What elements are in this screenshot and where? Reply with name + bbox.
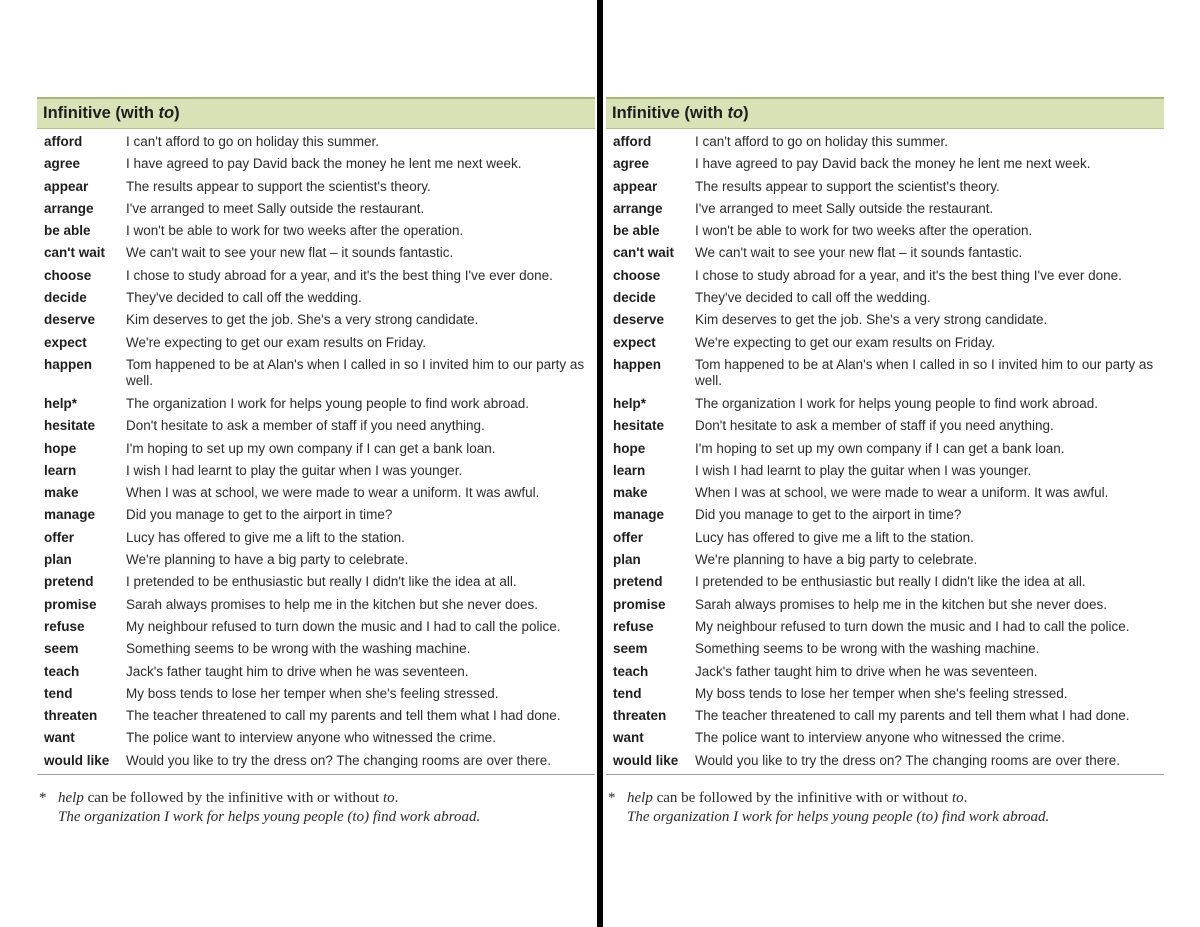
example-sentence: We're planning to have a big party to celebrate. xyxy=(695,552,978,568)
list-item xyxy=(37,438,597,460)
example-sentence: I've arranged to meet Sally outside the restaurant. xyxy=(695,200,994,216)
list-item xyxy=(37,153,597,175)
verb-list xyxy=(37,131,597,772)
example-sentence: I chose to study abroad for a year, and it's the best thing I've ever done. xyxy=(695,267,1122,283)
verb-term: arrange xyxy=(613,200,663,216)
example-sentence: My boss tends to lose her temper when she's feeling stressed. xyxy=(126,685,499,701)
verb-term: teach xyxy=(44,663,80,679)
example-sentence: I'm hoping to set up my own company if I can get a bank loan. xyxy=(126,440,496,456)
verb-term: can't wait xyxy=(44,245,105,261)
list-item xyxy=(606,661,1166,683)
verb-term: help* xyxy=(44,395,78,411)
list-item xyxy=(606,527,1166,549)
example-sentence: The teacher threatened to call my parents and tell them what I had done. xyxy=(126,708,561,724)
example-sentence: They've decided to call off the wedding. xyxy=(695,290,931,306)
example-sentence: I won't be able to work for two weeks after the operation. xyxy=(126,223,464,239)
list-item xyxy=(37,527,597,549)
example-sentence: The results appear to support the scientist's theory. xyxy=(126,178,431,194)
list-item xyxy=(606,309,1166,331)
list-item xyxy=(606,482,1166,504)
verb-term: hope xyxy=(613,440,646,456)
example-sentence: I'm hoping to set up my own company if I can get a bank loan. xyxy=(695,440,1065,456)
verb-term: decide xyxy=(44,290,87,306)
list-item xyxy=(37,638,597,660)
example-sentence: When I was at school, we were made to wear a uniform. It was awful. xyxy=(695,485,1109,501)
verb-term: threaten xyxy=(613,708,667,724)
list-item xyxy=(606,415,1166,437)
list-item xyxy=(606,460,1166,482)
table-title: Infinitive (with to) xyxy=(612,104,749,122)
example-sentence: The police want to interview anyone who witnessed the crime. xyxy=(126,730,496,746)
footnote-example: The organization I work for helps young people (to) find work abroad. xyxy=(627,809,1050,825)
verb-term: afford xyxy=(613,134,652,149)
example-sentence: Sarah always promises to help me in the kitchen but she never does. xyxy=(695,596,1107,612)
example-sentence: I've arranged to meet Sally outside the restaurant. xyxy=(126,200,425,216)
example-sentence: I have agreed to pay David back the money he lent me next week. xyxy=(695,156,1091,172)
example-sentence: They've decided to call off the wedding. xyxy=(126,290,362,306)
verb-term: can't wait xyxy=(613,245,674,261)
verb-term: deserve xyxy=(44,312,96,328)
verb-term: deserve xyxy=(613,312,665,328)
list-item xyxy=(606,131,1166,153)
list-item xyxy=(37,176,597,198)
list-item xyxy=(606,332,1166,354)
example-sentence: Lucy has offered to give me a lift to the station. xyxy=(695,529,974,545)
list-item xyxy=(606,504,1166,526)
verb-term: teach xyxy=(613,663,649,679)
example-sentence: Something seems to be wrong with the washing machine. xyxy=(126,641,471,657)
list-item xyxy=(37,750,597,772)
list-item xyxy=(37,504,597,526)
example-sentence: We're planning to have a big party to celebrate. xyxy=(126,552,409,568)
table-bottom-rule xyxy=(606,774,1164,775)
list-item xyxy=(37,354,597,393)
verb-term: want xyxy=(44,730,75,746)
list-item xyxy=(37,683,597,705)
verb-term: afford xyxy=(44,134,83,149)
list-item xyxy=(37,549,597,571)
verb-term: decide xyxy=(613,290,656,306)
list-item xyxy=(606,393,1166,415)
verb-term: learn xyxy=(613,462,646,478)
list-item xyxy=(37,220,597,242)
verb-term: agree xyxy=(44,156,81,172)
footnote-marker: * xyxy=(608,790,616,806)
list-item xyxy=(606,176,1166,198)
example-sentence: Did you manage to get to the airport in time? xyxy=(126,507,393,523)
list-item xyxy=(606,220,1166,242)
list-item xyxy=(37,571,597,593)
list-item xyxy=(37,265,597,287)
example-sentence: The results appear to support the scientist's theory. xyxy=(695,178,1000,194)
list-item xyxy=(606,571,1166,593)
list-item xyxy=(606,750,1166,772)
list-item xyxy=(606,354,1166,393)
verb-term: happen xyxy=(613,356,662,372)
example-sentence: The police want to interview anyone who witnessed the crime. xyxy=(695,730,1065,746)
list-item xyxy=(606,683,1166,705)
verb-term: plan xyxy=(613,552,641,568)
verb-term: manage xyxy=(613,507,665,523)
list-item xyxy=(37,705,597,727)
example-sentence: Don't hesitate to ask a member of staff if you need anything. xyxy=(695,418,1054,434)
verb-term: be able xyxy=(613,223,660,239)
verb-list xyxy=(606,131,1166,772)
example-sentence: The teacher threatened to call my parents and tell them what I had done. xyxy=(695,708,1130,724)
verb-term: tend xyxy=(44,685,73,701)
example-sentence: Tom happened to be at Alan's when I called in so I invited him to our party as well. xyxy=(695,356,1154,388)
example-sentence: We can't wait to see your new flat – it sounds fantastic. xyxy=(126,245,454,261)
verb-term: appear xyxy=(613,178,658,194)
verb-term: expect xyxy=(44,334,87,350)
verb-term: manage xyxy=(44,507,96,523)
list-item xyxy=(37,287,597,309)
center-divider xyxy=(597,0,603,927)
example-sentence: Did you manage to get to the airport in time? xyxy=(695,507,962,523)
list-item xyxy=(37,198,597,220)
list-item xyxy=(37,242,597,264)
example-sentence: My neighbour refused to turn down the music and I had to call the police. xyxy=(126,618,561,634)
list-item xyxy=(37,393,597,415)
verb-term: hesitate xyxy=(613,418,665,434)
example-sentence: Jack's father taught him to drive when he was seventeen. xyxy=(126,663,469,679)
verb-term: refuse xyxy=(44,618,85,634)
verb-term: hope xyxy=(44,440,77,456)
example-sentence: I can't afford to go on holiday this summer. xyxy=(126,134,379,149)
verb-term: hesitate xyxy=(44,418,96,434)
table-bottom-rule xyxy=(37,774,595,775)
verb-term: make xyxy=(44,485,79,501)
example-sentence: I pretended to be enthusiastic but really I didn't like the idea at all. xyxy=(695,574,1086,590)
list-item xyxy=(606,153,1166,175)
example-sentence: I wish I had learnt to play the guitar when I was younger. xyxy=(126,462,463,478)
list-item xyxy=(37,131,597,153)
verb-term: would like xyxy=(613,752,679,768)
verb-term: appear xyxy=(44,178,89,194)
list-item xyxy=(37,727,597,749)
list-item xyxy=(606,616,1166,638)
example-sentence: The organization I work for helps young people to find work abroad. xyxy=(126,395,529,411)
example-sentence: My neighbour refused to turn down the music and I had to call the police. xyxy=(695,618,1130,634)
example-sentence: Something seems to be wrong with the washing machine. xyxy=(695,641,1040,657)
list-item xyxy=(606,594,1166,616)
list-item xyxy=(606,265,1166,287)
list-item xyxy=(606,549,1166,571)
example-sentence: I have agreed to pay David back the money he lent me next week. xyxy=(126,156,522,172)
example-sentence: Kim deserves to get the job. She's a very strong candidate. xyxy=(126,312,479,328)
example-sentence: Would you like to try the dress on? The changing rooms are over there. xyxy=(126,752,551,768)
footnote-example: The organization I work for helps young people (to) find work abroad. xyxy=(58,809,481,825)
list-item xyxy=(37,309,597,331)
example-sentence: Lucy has offered to give me a lift to the station. xyxy=(126,529,405,545)
footnote-text: help can be followed by the infinitive with or without to. xyxy=(58,790,399,806)
verb-term: choose xyxy=(613,267,661,283)
verb-term: promise xyxy=(44,596,97,612)
panel-right xyxy=(606,0,1166,927)
example-sentence: Don't hesitate to ask a member of staff if you need anything. xyxy=(126,418,485,434)
example-sentence: My boss tends to lose her temper when she's feeling stressed. xyxy=(695,685,1068,701)
panel-left xyxy=(37,0,597,927)
verb-term: make xyxy=(613,485,648,501)
list-item xyxy=(606,287,1166,309)
footnote-marker: * xyxy=(39,790,47,806)
verb-term: be able xyxy=(44,223,91,239)
verb-term: tend xyxy=(613,685,642,701)
example-sentence: Would you like to try the dress on? The changing rooms are over there. xyxy=(695,752,1120,768)
verb-term: refuse xyxy=(613,618,654,634)
verb-term: plan xyxy=(44,552,72,568)
example-sentence: I won't be able to work for two weeks after the operation. xyxy=(695,223,1033,239)
list-item xyxy=(37,415,597,437)
list-item xyxy=(37,460,597,482)
verb-term: offer xyxy=(44,529,74,545)
footnote-text: help can be followed by the infinitive with or without to. xyxy=(627,790,968,806)
verb-term: seem xyxy=(613,641,648,657)
verb-term: agree xyxy=(613,156,650,172)
verb-term: pretend xyxy=(613,574,663,590)
table-title: Infinitive (with to) xyxy=(43,104,180,122)
verb-term: happen xyxy=(44,356,93,372)
table-header xyxy=(37,97,595,129)
list-item xyxy=(37,594,597,616)
verb-term: offer xyxy=(613,529,643,545)
table-header xyxy=(606,97,1164,129)
list-item xyxy=(37,616,597,638)
list-item xyxy=(37,332,597,354)
example-sentence: Jack's father taught him to drive when he was seventeen. xyxy=(695,663,1038,679)
example-sentence: Sarah always promises to help me in the kitchen but she never does. xyxy=(126,596,538,612)
example-sentence: I wish I had learnt to play the guitar when I was younger. xyxy=(695,462,1032,478)
example-sentence: We're expecting to get our exam results on Friday. xyxy=(695,334,995,350)
verb-term: arrange xyxy=(44,200,94,216)
example-sentence: Tom happened to be at Alan's when I called in so I invited him to our party as well. xyxy=(126,356,585,388)
list-item xyxy=(606,438,1166,460)
verb-term: help* xyxy=(613,395,647,411)
example-sentence: I pretended to be enthusiastic but really I didn't like the idea at all. xyxy=(126,574,517,590)
verb-term: learn xyxy=(44,462,77,478)
verb-term: want xyxy=(613,730,644,746)
list-item xyxy=(606,705,1166,727)
list-item xyxy=(37,482,597,504)
list-item xyxy=(606,727,1166,749)
example-sentence: When I was at school, we were made to wear a uniform. It was awful. xyxy=(126,485,540,501)
verb-term: promise xyxy=(613,596,666,612)
example-sentence: I can't afford to go on holiday this summer. xyxy=(695,134,948,149)
list-item xyxy=(37,661,597,683)
list-item xyxy=(606,198,1166,220)
verb-term: threaten xyxy=(44,708,98,724)
verb-term: would like xyxy=(44,752,110,768)
example-sentence: We can't wait to see your new flat – it sounds fantastic. xyxy=(695,245,1023,261)
verb-term: pretend xyxy=(44,574,94,590)
example-sentence: The organization I work for helps young people to find work abroad. xyxy=(695,395,1098,411)
verb-term: seem xyxy=(44,641,79,657)
example-sentence: We're expecting to get our exam results on Friday. xyxy=(126,334,426,350)
verb-term: expect xyxy=(613,334,656,350)
example-sentence: Kim deserves to get the job. She's a very strong candidate. xyxy=(695,312,1048,328)
example-sentence: I chose to study abroad for a year, and it's the best thing I've ever done. xyxy=(126,267,553,283)
list-item xyxy=(606,638,1166,660)
verb-term: choose xyxy=(44,267,92,283)
list-item xyxy=(606,242,1166,264)
